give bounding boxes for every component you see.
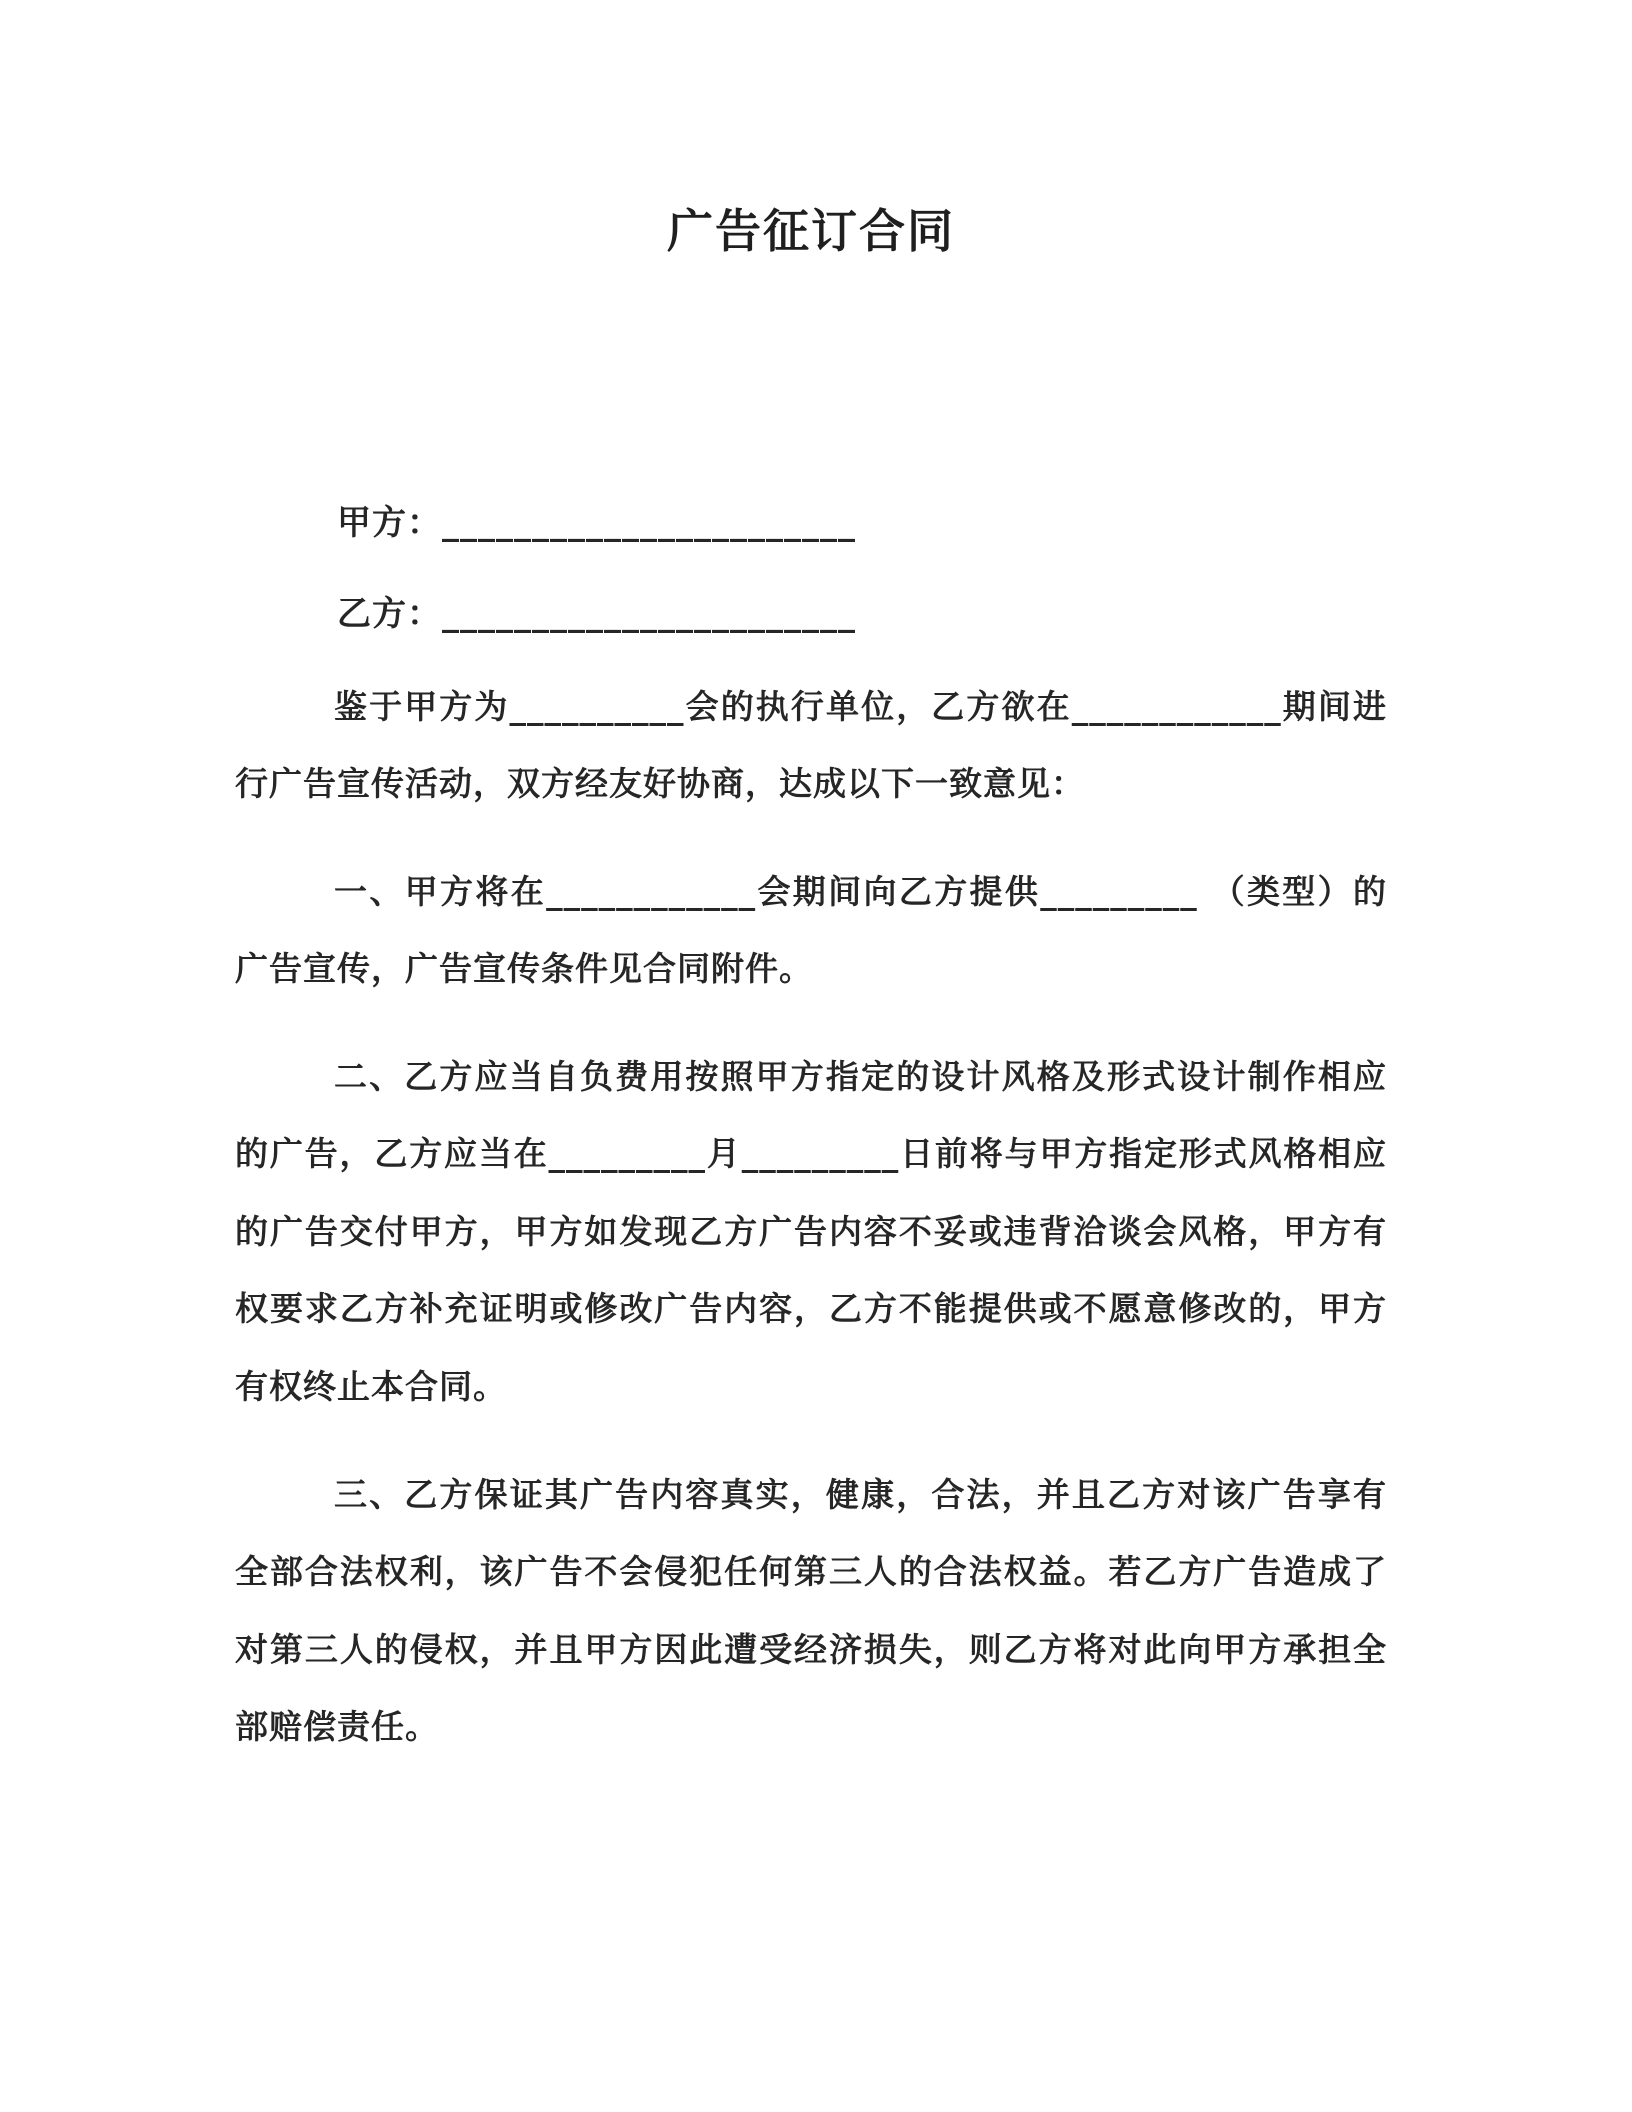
- party-b-line: 乙方：_______________________: [337, 593, 856, 634]
- paragraph-clause-2: 二、乙方应当自负费用按照甲方指定的设计风格及形式设计制作相应的广告，乙方应当在_________月_________日前将与甲方指定形式风格相应的广告交付甲方，甲方如发现乙方广告内容不妥或违背洽谈会风格，甲方有权要求乙方补充证明或修改广告内容，乙方不能提供或不愿意修改的，甲方有权终止本合同。: [235, 1056, 1387, 1406]
- paragraph-preamble: 鉴于甲方为__________会的执行单位，乙方欲在____________期间进行广告宣传活动，双方经友好协商，达成以下一致意见：: [235, 686, 1387, 804]
- contract-title: 广告征订合同: [667, 204, 955, 258]
- paragraph-clause-1: 一、甲方将在____________会期间向乙方提供_________ （类型）的广告宣传，广告宣传条件见合同附件。: [235, 871, 1387, 989]
- party-a-line: 甲方：_______________________: [337, 503, 856, 543]
- paragraph-clause-3: 三、乙方保证其广告内容真实，健康，合法，并且乙方对该广告享有全部合法权利，该广告不会侵犯任何第三人的合法权益。若乙方广告造成了对第三人的侵权，并且甲方因此遭受经济损失，则乙方将对此向甲方承担全部赔偿责任。: [235, 1474, 1387, 1747]
